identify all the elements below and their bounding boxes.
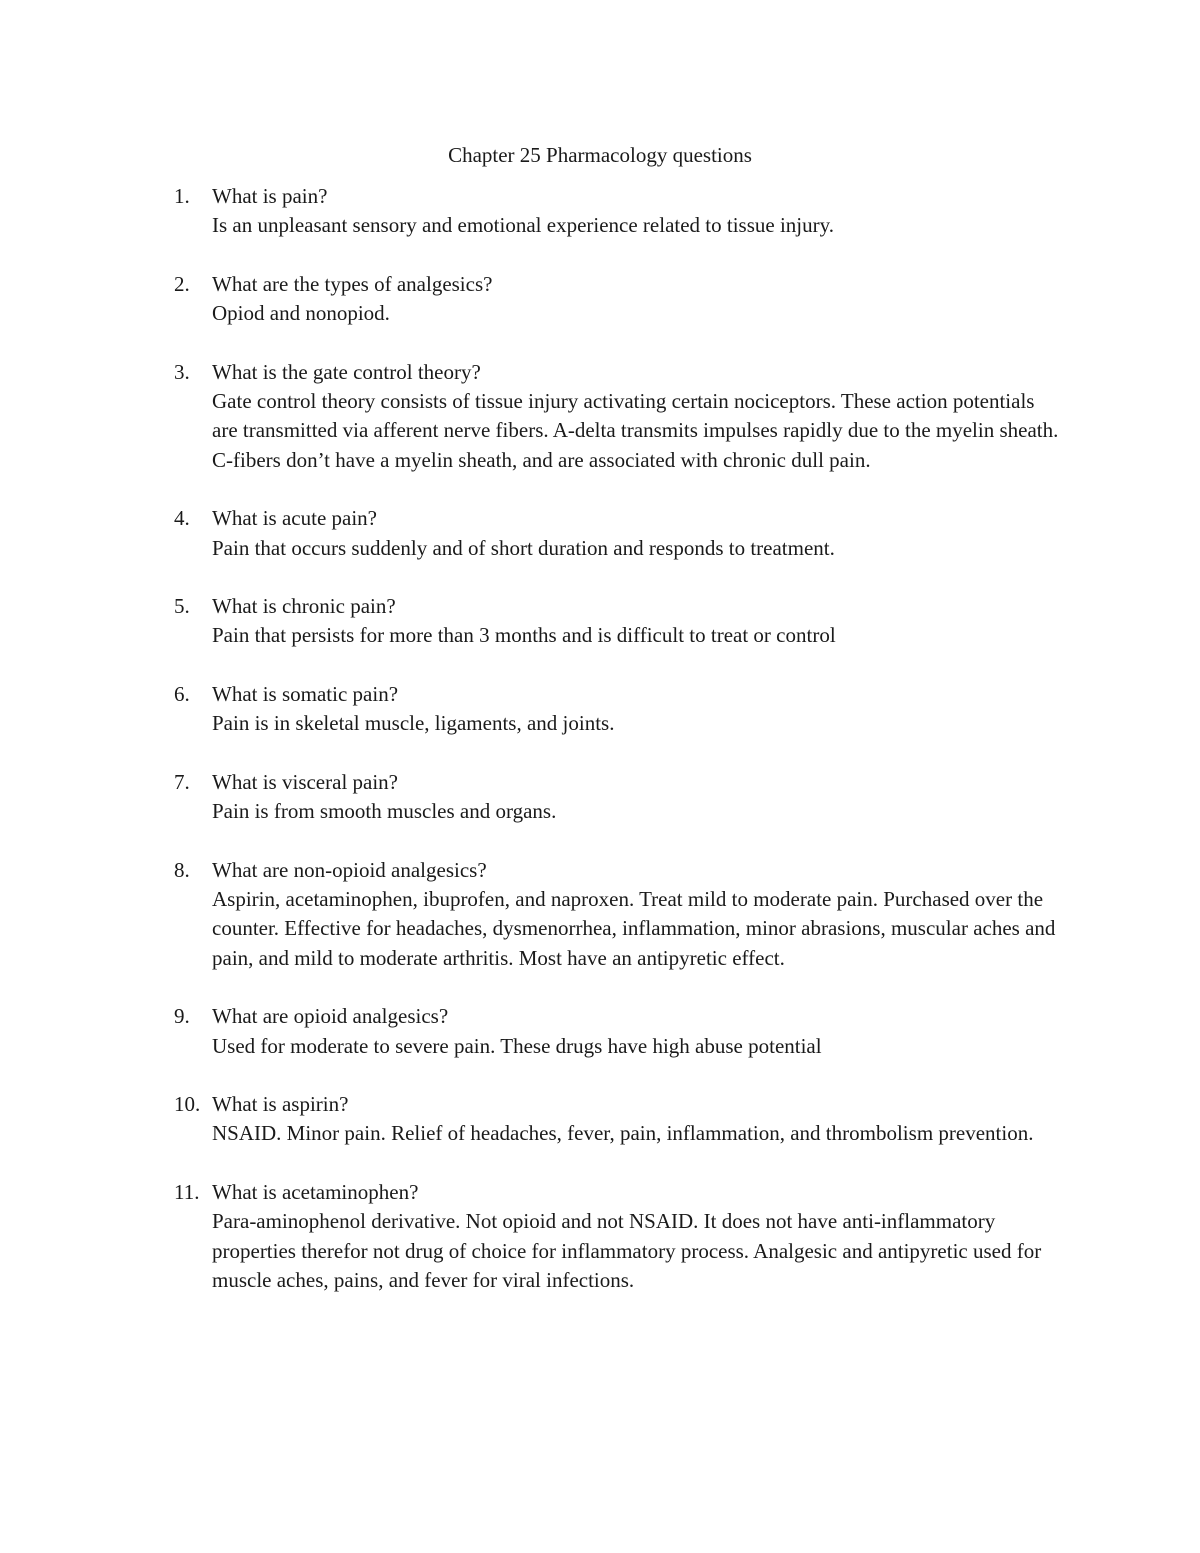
question-text: What is chronic pain? (212, 594, 396, 619)
answer-text: Is an unpleasant sensory and emotional experience related to tissue injury. (212, 213, 835, 238)
question-number: 11. (174, 1179, 200, 1204)
question-text: What are opioid analgesics? (212, 1004, 449, 1029)
answer-text: Para-aminophenol derivative. Not opioid and not NSAID. It does not have anti-inflammatory properties therefor not drug of choice for inflammatory process. Analgesic and antipyretic used for muscle aches, pains, and fever for viral infections. (212, 1209, 1042, 1292)
question-text: What is visceral pain? (212, 769, 399, 794)
question-list (0, 182, 1200, 1295)
question-item-2 (0, 270, 1200, 329)
answer-text: Gate control theory consists of tissue injury activating certain nociceptors. These action potentials are transmitted via afferent nerve fibers. A-delta transmits impulses rapidly due to the myelin sheath. C-fibers don’t have a myelin sheath, and are associated with chronic dull pain. (212, 389, 1059, 472)
question-text: What is aspirin? (212, 1091, 349, 1116)
question-text: What are the types of analgesics? (212, 271, 493, 296)
answer-text: Pain is from smooth muscles and organs. (212, 799, 557, 824)
question-item-11 (0, 1178, 1200, 1296)
answer-text: Used for moderate to severe pain. These drugs have high abuse potential (212, 1033, 822, 1058)
question-number: 4. (174, 506, 190, 531)
question-item-8 (0, 856, 1200, 974)
answer-text: Pain that persists for more than 3 months and is difficult to treat or control (212, 623, 836, 648)
question-item-7 (0, 768, 1200, 827)
question-item-10 (0, 1090, 1200, 1149)
answer-text: Aspirin, acetaminophen, ibuprofen, and naproxen. Treat mild to moderate pain. Purchased over the counter. Effective for headaches, dysmenorrhea, inflammation, minor abrasions, muscular aches and pain, and mild to moderate arthritis. Most have an antipyretic effect. (212, 886, 1056, 970)
question-number: 7. (174, 769, 190, 794)
answer-text: Opiod and nonopiod. (212, 301, 390, 326)
question-number: 10. (174, 1091, 201, 1116)
question-text: What is the gate control theory? (212, 359, 481, 384)
question-item-3 (0, 358, 1200, 476)
document-title: Chapter 25 Pharmacology questions (448, 143, 752, 167)
question-text: What are non-opioid analgesics? (212, 857, 487, 882)
question-text: What is acute pain? (212, 506, 378, 531)
question-number: 2. (174, 271, 190, 296)
question-item-9 (0, 1002, 1200, 1061)
question-number: 3. (174, 359, 190, 384)
question-text: What is acetaminophen? (212, 1179, 419, 1204)
question-number: 6. (174, 681, 190, 706)
question-number: 9. (174, 1004, 190, 1029)
question-text: What is somatic pain? (212, 681, 399, 706)
question-item-1 (0, 182, 1200, 241)
question-number: 5. (174, 594, 190, 619)
answer-text: Pain that occurs suddenly and of short duration and responds to treatment. (212, 535, 835, 560)
question-item-4 (0, 504, 1200, 563)
question-item-5 (0, 592, 1200, 651)
question-item-6 (0, 680, 1200, 739)
answer-text: NSAID. Minor pain. Relief of headaches, fever, pain, inflammation, and thrombolism prevention. (212, 1121, 1034, 1146)
question-number: 1. (174, 184, 190, 208)
answer-text: Pain is in skeletal muscle, ligaments, and joints. (212, 711, 615, 736)
question-number: 8. (174, 857, 190, 882)
question-text: What is pain? (212, 184, 328, 208)
